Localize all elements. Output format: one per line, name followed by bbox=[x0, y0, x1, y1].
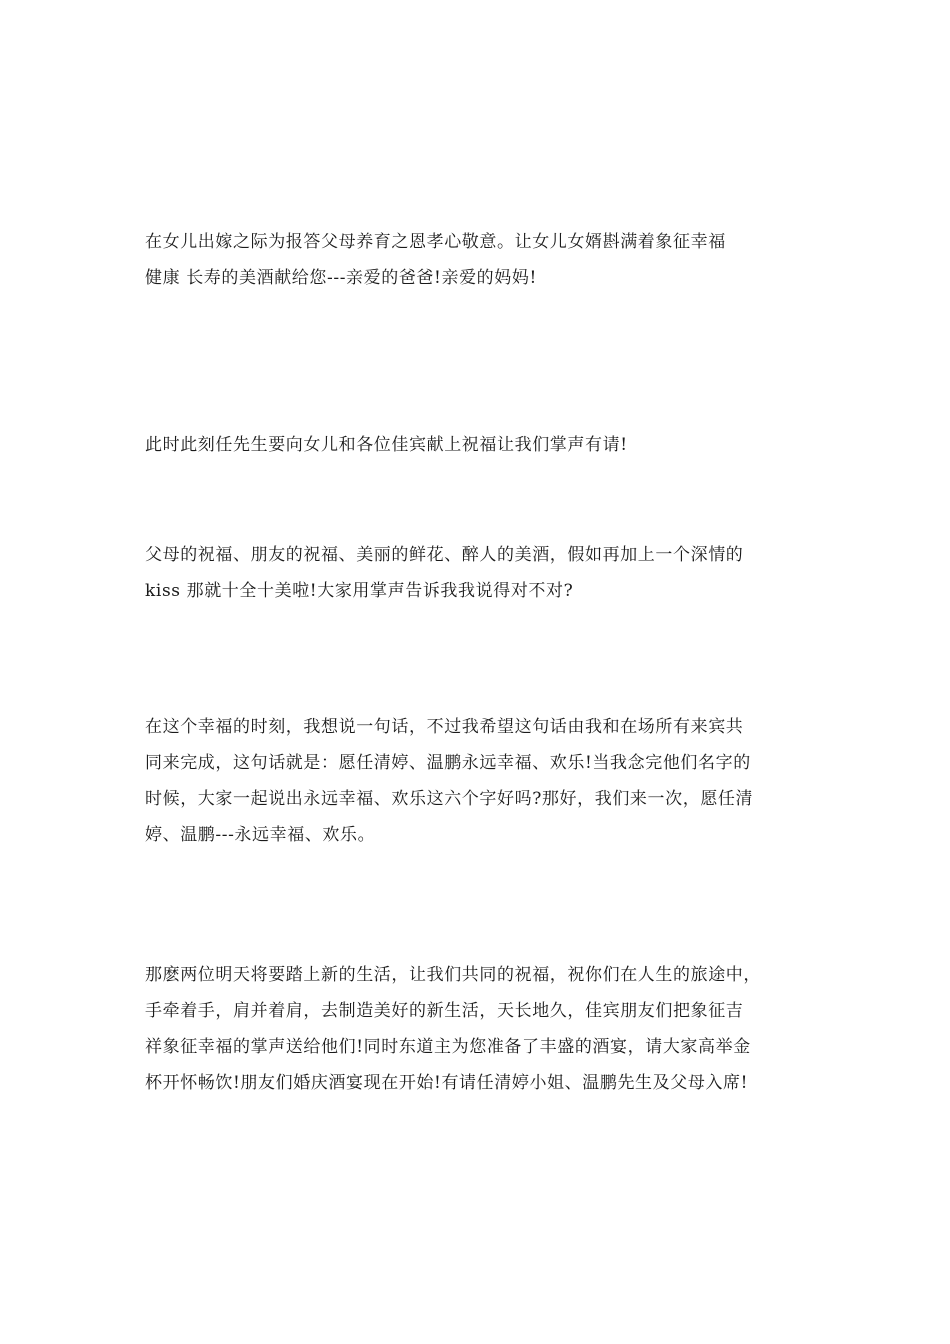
paragraph-line: 同来完成，这句话就是：愿任清婷、温鹏永远幸福、欢乐!当我念完他们名字的 bbox=[145, 753, 751, 773]
paragraph-blessings-kiss bbox=[145, 537, 815, 609]
paragraph-line: 此时此刻任先生要向女儿和各位佳宾献上祝福让我们掌声有请! bbox=[145, 435, 628, 455]
paragraph-line: 手牵着手，肩并着肩，去制造美好的新生活，天长地久，佳宾朋友们把象征吉 bbox=[145, 1001, 744, 1021]
paragraph-line: 时候，大家一起说出永远幸福、欢乐这六个字好吗?那好，我们来一次，愿任清 bbox=[145, 789, 754, 809]
paragraph-line: kiss 那就十全十美啦!大家用掌声告诉我我说得对不对? bbox=[145, 581, 574, 601]
paragraph-line: 那麽两位明天将要踏上新的生活，让我们共同的祝福，祝你们在人生的旅途中， bbox=[145, 965, 761, 985]
paragraph-line: 杯开怀畅饮!朋友们婚庆酒宴现在开始!有请任清婷小姐、温鹏先生及父母入席! bbox=[145, 1073, 749, 1093]
paragraph-line: 祥象征幸福的掌声送给他们!同时东道主为您准备了丰盛的酒宴，请大家高举金 bbox=[145, 1037, 751, 1057]
paragraph-toast-to-parents bbox=[145, 224, 815, 296]
paragraph-line: 父母的祝福、朋友的祝福、美丽的鲜花、醉人的美酒，假如再加上一个深情的 bbox=[145, 545, 744, 565]
paragraph-line: 健康 长寿的美酒献给您---亲爱的爸爸!亲爱的妈妈! bbox=[145, 268, 537, 288]
paragraph-shared-wish bbox=[145, 709, 815, 853]
paragraph-invite-mr-ren bbox=[145, 427, 815, 463]
paragraph-line: 在女儿出嫁之际为报答父母养育之恩孝心敬意。让女儿女婿斟满着象征幸福 bbox=[145, 232, 726, 252]
paragraph-line: 在这个幸福的时刻，我想说一句话，不过我希望这句话由我和在场所有来宾共 bbox=[145, 717, 744, 737]
paragraph-line: 婷、温鹏---永远幸福、欢乐。 bbox=[145, 825, 376, 845]
paragraph-banquet-opening bbox=[145, 957, 815, 1101]
